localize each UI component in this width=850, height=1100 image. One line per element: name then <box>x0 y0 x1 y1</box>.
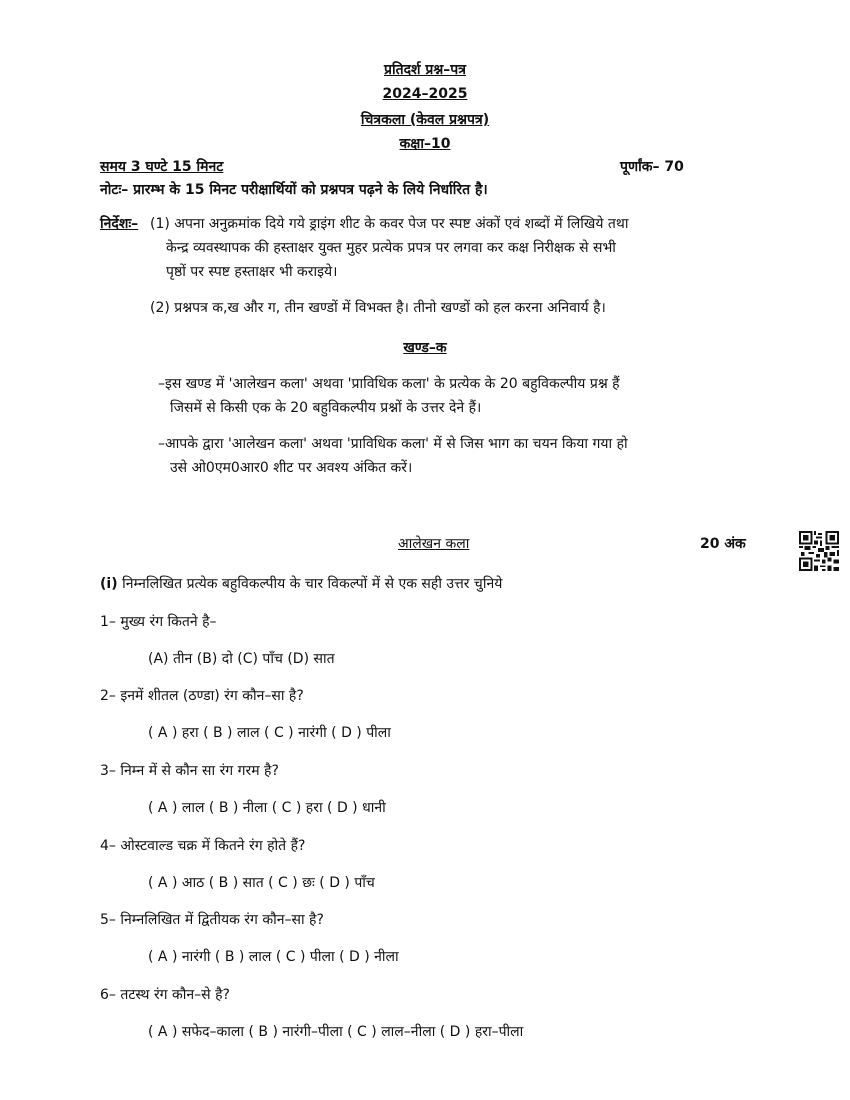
note: नोटः– प्रारम्भ के 15 मिनट परीक्षार्थियों को प्रश्नपत्र पढ़ने के लिये निर्धारित है। <box>100 182 488 198</box>
instruction-1-line-3: पृष्ठों पर स्पष्ट हस्ताक्षर भी कराइये। <box>166 264 338 280</box>
subject-title: चित्रकला (केवल प्रश्नपत्र) <box>360 112 490 128</box>
instruction-1-line-2: केन्द्र व्यवस्थापक की हस्ताक्षर युक्त मुहर प्रत्येक प्रपत्र पर लगवा कर कक्ष निरीक्षक से सभी <box>166 240 616 256</box>
question-2-options: ( A ) हरा ( B ) लाल ( C ) नारंगी ( D ) पीला <box>148 725 391 741</box>
section-para-1-line-1: –इस खण्ड में 'आलेखन कला' अथवा 'प्राविधिक कला' के प्रत्येक के 20 बहुविकल्पीय प्रश्न हैं <box>158 376 620 392</box>
paper-title: प्रतिदर्श प्रश्न–पत्र <box>384 62 466 78</box>
part-instruction-number: (i) <box>100 576 118 592</box>
session-year: 2024–2025 <box>382 86 468 102</box>
question-4: 4– ओस्टवाल्ड चक्र में कितने रंग होते हैं? <box>100 838 306 854</box>
question-6-options: ( A ) सफेद–काला ( B ) नारंगी–पीला ( C ) लाल–नीला ( D ) हरा–पीला <box>148 1024 524 1040</box>
question-5: 5– निम्नलिखित में द्वितीयक रंग कौन–सा है? <box>100 912 324 928</box>
question-3-options: ( A ) लाल ( B ) नीला ( C ) हरा ( D ) धानी <box>148 800 386 816</box>
time-allowed: समय 3 घण्टे 15 मिनट <box>100 159 224 175</box>
section-para-1-line-2: जिसमें से किसी एक के 20 बहुविकल्पीय प्रश्नों के उत्तर देने हैं। <box>170 400 482 416</box>
part-instruction <box>100 574 502 593</box>
qr-code-image <box>799 531 839 571</box>
part-marks: 20 अंक <box>700 536 746 552</box>
instruction-2: (2) प्रश्नपत्र क,ख और ग, तीन खण्डों में विभक्त है। तीनो खण्डों को हल करना अनिवार्य है। <box>150 300 606 316</box>
section-para-2-line-2: उसे ओ0एम0आर0 शीट पर अवश्य अंकित करें। <box>170 460 413 476</box>
class-label: कक्षा–10 <box>399 136 451 152</box>
question-1-options: (A) तीन (B) दो (C) पाँच (D) सात <box>148 651 335 667</box>
question-6: 6– तटस्थ रंग कौन–से है? <box>100 987 230 1003</box>
section-para-2-line-1: –आपके द्वारा 'आलेखन कला' अथवा 'प्राविधिक कला' में से जिस भाग का चयन किया गया हो <box>158 436 628 452</box>
question-4-options: ( A ) आठ ( B ) सात ( C ) छः ( D ) पाँच <box>148 875 375 891</box>
question-1: 1– मुख्य रंग कितने है– <box>100 614 217 630</box>
question-2: 2– इनमें शीतल (ठण्डा) रंग कौन–सा है? <box>100 688 304 704</box>
question-5-options: ( A ) नारंगी ( B ) लाल ( C ) पीला ( D ) नीला <box>148 949 399 965</box>
max-marks: पूर्णांक– 70 <box>620 159 684 175</box>
part-instruction-text: निम्नलिखित प्रत्येक बहुविकल्पीय के चार विकल्पों में से एक सही उत्तर चुनिये <box>122 576 503 592</box>
instructions-label: निर्देशः– <box>100 216 139 232</box>
part-title: आलेखन कला <box>398 536 470 552</box>
instruction-1-line-1: (1) अपना अनुक्रमांक दिये गये ड्राइंग शीट के कवर पेज पर स्पष्ट अंकों एवं शब्दों में लिखिये तथा <box>150 216 629 232</box>
question-3: 3– निम्न में से कौन सा रंग गरम है? <box>100 763 279 779</box>
section-title: खण्ड–क <box>403 340 447 356</box>
